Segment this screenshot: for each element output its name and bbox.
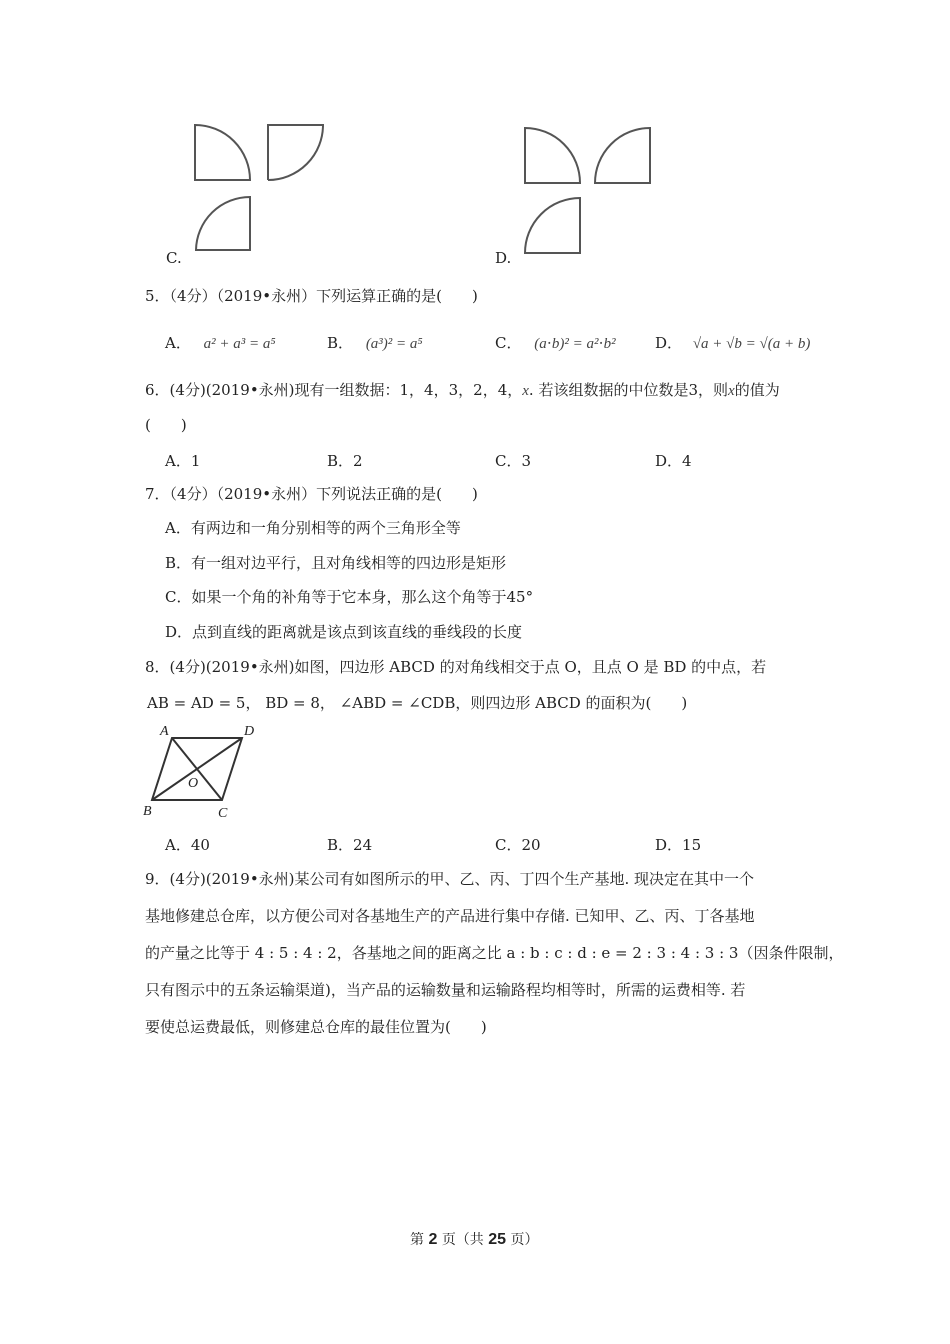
q8-stem-line2: AB = AD = 5， BD = 8， ∠ABD = ∠CDB，则四边形 ABCD 的面积为( ) (147, 694, 688, 712)
q5-stem: 5．（4分）（2019•永州）下列运算正确的是( ) (145, 287, 478, 305)
option-d-figure (520, 125, 660, 255)
q5-option-c: C． (a⋅b)² = a²⋅b² (495, 334, 616, 352)
quarter-circle-shape (525, 128, 580, 183)
q7-option-d: D．点到直线的距离就是该点到该直线的垂线段的长度 (165, 623, 523, 641)
q6-paren: ( ) (145, 416, 187, 434)
q9-stem-line5: 要使总运费最低，则修建总仓库的最佳位置为( ) (145, 1018, 487, 1036)
label-o: O (188, 776, 199, 791)
q8-option-c: C．20 (495, 836, 541, 854)
total-pages-number: 25 (488, 1231, 507, 1248)
option-c-figure (190, 120, 330, 255)
current-page-number: 2 (428, 1231, 438, 1248)
option-d-label: D. (495, 249, 512, 267)
label-b: B (143, 804, 152, 819)
q6-stem: 6．(4分)(2019•永州)现有一组数据：1，4，3，2，4，x. 若该组数据的中位数是3，则x的值为 (145, 381, 780, 399)
q6-option-a: A．1 (165, 452, 201, 470)
quarter-circle-shape (196, 197, 250, 250)
q9-stem-line2: 基地修建总仓库，以方便公司对各基地生产的产品进行集中存储. 已知甲、乙、丙、丁各基地 (145, 907, 755, 925)
q7-option-b: B．有一组对边平行，且对角线相等的四边形是矩形 (165, 554, 507, 572)
q7-stem: 7．（4分）（2019•永州）下列说法正确的是( ) (145, 485, 478, 503)
q6-option-b: B．2 (327, 452, 363, 470)
label-d: D (244, 724, 255, 739)
quarter-circle-shape (195, 125, 250, 180)
q5-option-d-expr: √a + √b = √(a + b) (692, 336, 811, 352)
q5-option-a-expr: a² + a³ = a⁵ (203, 336, 276, 352)
q5-option-d: D． √a + √b = √(a + b) (655, 334, 811, 352)
q5-option-b: B． (a³)² = a⁵ (327, 334, 423, 352)
q6-option-c: C．3 (495, 452, 532, 470)
quarter-circle-shape (268, 125, 323, 180)
q5-option-c-expr: (a⋅b)² = a²⋅b² (534, 336, 616, 352)
quarter-circle-shape (595, 128, 650, 183)
q5-option-b-expr: (a³)² = a⁵ (365, 336, 423, 352)
page-footer: 第 2 页（共 25 页） (410, 1231, 539, 1248)
q9-stem-line1: 9．(4分)(2019•永州)某公司有如图所示的甲、乙、丙、丁四个生产基地. 现决定在其中一个 (145, 870, 755, 888)
q8-stem-line1: 8．(4分)(2019•永州)如图，四边形 ABCD 的对角线相交于点 O，且点 O 是 BD 的中点，若 (145, 658, 767, 676)
q8-option-a: A．40 (165, 836, 210, 854)
q8-parallelogram-figure (140, 720, 270, 820)
option-c-label: C. (166, 249, 182, 267)
quarter-circle-shape (525, 198, 580, 253)
label-a: A (160, 724, 169, 739)
q9-stem-line4: 只有图示中的五条运输渠道)，当产品的运输数量和运输路程均相等时，所需的运费相等. 若 (145, 981, 746, 999)
q8-option-d: D．15 (655, 836, 702, 854)
q7-option-c: C．如果一个角的补角等于它本身，那么这个角等于45° (165, 588, 534, 606)
q8-option-b: B．24 (327, 836, 373, 854)
q7-option-a: A．有两边和一角分别相等的两个三角形全等 (165, 519, 461, 537)
q9-stem-line3: 的产量之比等于 4 : 5 : 4 : 2，各基地之间的距离之比 a : b : c : d : e = 2 : 3 : 4 : 3 : 3（因条件限制， (145, 944, 844, 962)
label-c: C (218, 806, 228, 821)
q5-option-a: A． a² + a³ = a⁵ (165, 334, 276, 352)
q6-option-d: D．4 (655, 452, 692, 470)
